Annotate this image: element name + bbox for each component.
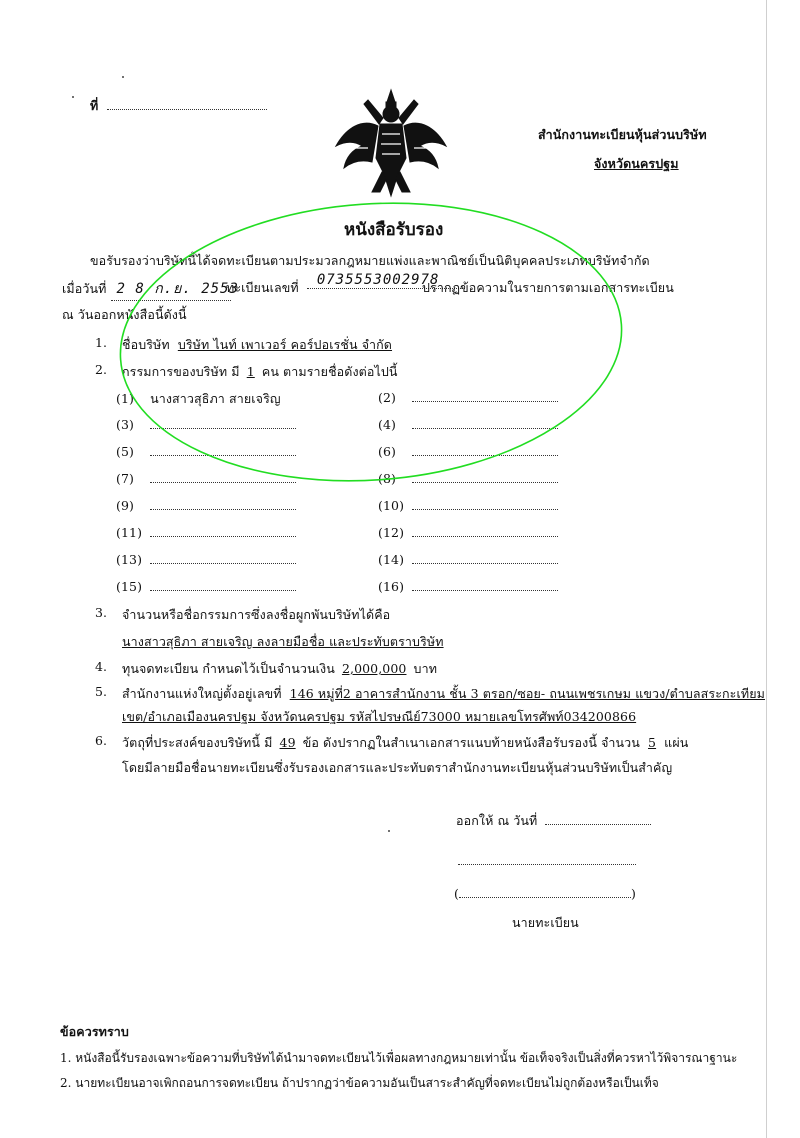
director-blank <box>150 578 296 591</box>
director-entry <box>378 389 558 405</box>
signing-authority-value: นางสาวสุธิภา สายเจริญ ลงลายมือชื่อ และประทับตราบริษัท <box>122 634 444 649</box>
item-number: 6. <box>95 733 108 748</box>
attachment-unit: แผ่น <box>664 735 689 750</box>
director-entry <box>116 551 296 567</box>
registrar-name-blank <box>459 885 631 898</box>
notes-heading: ข้อควรทราบ <box>60 1024 129 1039</box>
registrar-name-row <box>454 885 636 901</box>
signing-authority-label: จำนวนหรือชื่อกรรมการซึ่งลงชื่อผูกพันบริษัทได้คือ <box>122 607 391 622</box>
registration-date-row <box>62 278 239 301</box>
page-edge-line <box>766 0 767 1138</box>
director-entry <box>116 416 296 432</box>
director-number: (3) <box>116 417 135 432</box>
director-entry <box>116 524 296 540</box>
issued-as-of-line: ณ วันออกหนังสือนี้ดังนี้ <box>62 307 187 322</box>
director-blank <box>412 470 558 483</box>
director-entry <box>378 443 558 459</box>
office-name: สำนักงานทะเบียนหุ้นส่วนบริษัท <box>538 127 707 142</box>
objectives-row <box>122 733 688 753</box>
directors-prefix: กรรมการของบริษัท มี <box>122 364 240 379</box>
company-row <box>122 335 392 355</box>
item-number: 1. <box>95 335 108 350</box>
director-number: (14) <box>378 552 405 567</box>
office-province: จังหวัดนครปฐม <box>594 156 679 171</box>
director-blank <box>150 524 296 537</box>
director-entry <box>378 470 558 486</box>
capital-row <box>122 659 437 679</box>
director-entry <box>378 578 558 594</box>
director-blank <box>150 497 296 510</box>
director-number: (1) <box>116 391 135 406</box>
directors-count: 1 <box>246 364 255 379</box>
director-name: นางสาวสุธิภา สายเจริญ <box>150 391 281 406</box>
registration-number-value: 0735553002978 <box>307 272 465 289</box>
director-number: (11) <box>116 525 143 540</box>
page-title: หนังสือรับรอง <box>344 220 444 240</box>
signature-line <box>458 863 636 865</box>
director-blank <box>412 416 558 429</box>
director-blank <box>412 497 558 510</box>
hq-address-line1: 146 หมู่ที่2 อาคารสำนักงาน ชั้น 3 ตรอก/ซอย- ถนนเพชรเกษม แขวง/ตำบลสระกะเทียม <box>289 686 765 701</box>
director-number: (10) <box>378 498 405 513</box>
director-number: (13) <box>116 552 143 567</box>
registration-date-label: เมื่อวันที่ <box>62 281 107 296</box>
director-blank <box>412 443 558 456</box>
note-item: 1. หนังสือนี้รับรองเฉพาะข้อความที่บริษัทได้นำมาจดทะเบียนไว้เพื่อผลทางกฎหมายเท่านั้น ข้อเท็จจริงเป็นสิ่งที่ควรหาไว้พิจารณาฐานะ <box>60 1051 738 1065</box>
document-number-label: ที่ <box>90 98 99 113</box>
scan-speck <box>72 96 74 98</box>
director-blank <box>412 524 558 537</box>
objectives-certification-line: โดยมีลายมือชื่อนายทะเบียนซึ่งรับรองเอกสารและประทับตราสำนักงานทะเบียนหุ้นส่วนบริษัทเป็นสำคัญ <box>122 760 673 775</box>
item-number: 3. <box>95 605 108 620</box>
directors-heading <box>122 362 398 382</box>
director-number: (16) <box>378 579 405 594</box>
director-number: (8) <box>378 471 397 486</box>
item-number: 2. <box>95 362 108 377</box>
director-blank <box>150 551 296 564</box>
hq-address-line2: เขต/อำเภอเมืองนครปฐม จังหวัดนครปฐม รหัสไปรษณีย์73000 หมายเลขโทรศัพท์034200866 <box>122 709 637 724</box>
company-name: บริษัท ไนท์ เพาเวอร์ คอร์ปอเรชั่น จำกัด <box>177 337 393 352</box>
director-entry <box>378 551 558 567</box>
attachment-pages: 5 <box>648 735 657 750</box>
director-blank <box>150 416 296 429</box>
objectives-count: 49 <box>279 735 296 750</box>
director-entry <box>116 470 296 486</box>
issued-date-blank <box>545 812 651 825</box>
objectives-detail: ข้อ ดังปรากฏในสำเนาเอกสารแนบท้ายหนังสือรับรองนี้ จำนวน <box>302 735 640 750</box>
director-blank <box>150 470 296 483</box>
director-entry <box>378 524 558 540</box>
director-entry <box>116 578 296 594</box>
hq-address-row <box>122 684 765 704</box>
issued-date-row <box>456 811 651 831</box>
director-blank <box>150 443 296 456</box>
scan-speck <box>122 76 124 78</box>
registrar-paren-open: ( <box>454 886 459 901</box>
director-entry <box>378 416 558 432</box>
capital-amount: 2,000,000 <box>341 661 407 676</box>
objectives-label: วัตถุที่ประสงค์ของบริษัทนี้ มี <box>122 735 273 750</box>
registrar-title: นายทะเบียน <box>512 915 579 930</box>
intro-line: ขอรับรองว่าบริษัทนี้ได้จดทะเบียนตามประมวลกฎหมายแพ่งและพาณิชย์เป็นนิติบุคคลประเภทบริษัทจำกัด <box>90 253 650 268</box>
item-number: 4. <box>95 659 108 674</box>
director-entry <box>116 389 281 409</box>
director-number: (4) <box>378 417 397 432</box>
director-number: (7) <box>116 471 135 486</box>
registration-detail-tail: ปรากฏข้อความในรายการตามเอกสารทะเบียน <box>422 280 674 295</box>
capital-unit: บาท <box>413 661 438 676</box>
director-number: (6) <box>378 444 397 459</box>
hq-address-label: สำนักงานแห่งใหญ่ตั้งอยู่เลขที่ <box>122 686 282 701</box>
director-number: (9) <box>116 498 135 513</box>
director-entry <box>116 497 296 513</box>
note-item: 2. นายทะเบียนอาจเพิกถอนการจดทะเบียน ถ้าปรากฏว่าข้อความอันเป็นสาระสำคัญที่จดทะเบียนไม่ถูกต้องหรือเป็นเท็จ <box>60 1076 659 1090</box>
scan-speck <box>388 830 390 832</box>
director-blank <box>412 389 558 402</box>
garuda-emblem-icon <box>332 88 450 202</box>
director-number: (5) <box>116 444 135 459</box>
director-number: (12) <box>378 525 405 540</box>
document-number-row <box>90 96 267 116</box>
director-number: (15) <box>116 579 143 594</box>
company-label: ชื่อบริษัท <box>122 337 170 352</box>
director-entry <box>378 497 558 513</box>
directors-suffix: คน ตามรายชื่อดังต่อไปนี้ <box>261 364 398 379</box>
director-entry <box>116 443 296 459</box>
director-blank <box>412 578 558 591</box>
registration-date-value: 2 8 ก.ย. 2553 <box>111 278 231 301</box>
director-blank <box>412 551 558 564</box>
issued-date-label: ออกให้ ณ วันที่ <box>456 813 538 828</box>
registrar-paren-close: ) <box>630 886 636 901</box>
director-number: (2) <box>378 390 397 405</box>
document-number-blank <box>107 97 267 110</box>
registration-number-label: ทะเบียนเลขที่ <box>226 280 299 295</box>
capital-label: ทุนจดทะเบียน กำหนดไว้เป็นจำนวนเงิน <box>122 661 335 676</box>
item-number: 5. <box>95 684 108 699</box>
